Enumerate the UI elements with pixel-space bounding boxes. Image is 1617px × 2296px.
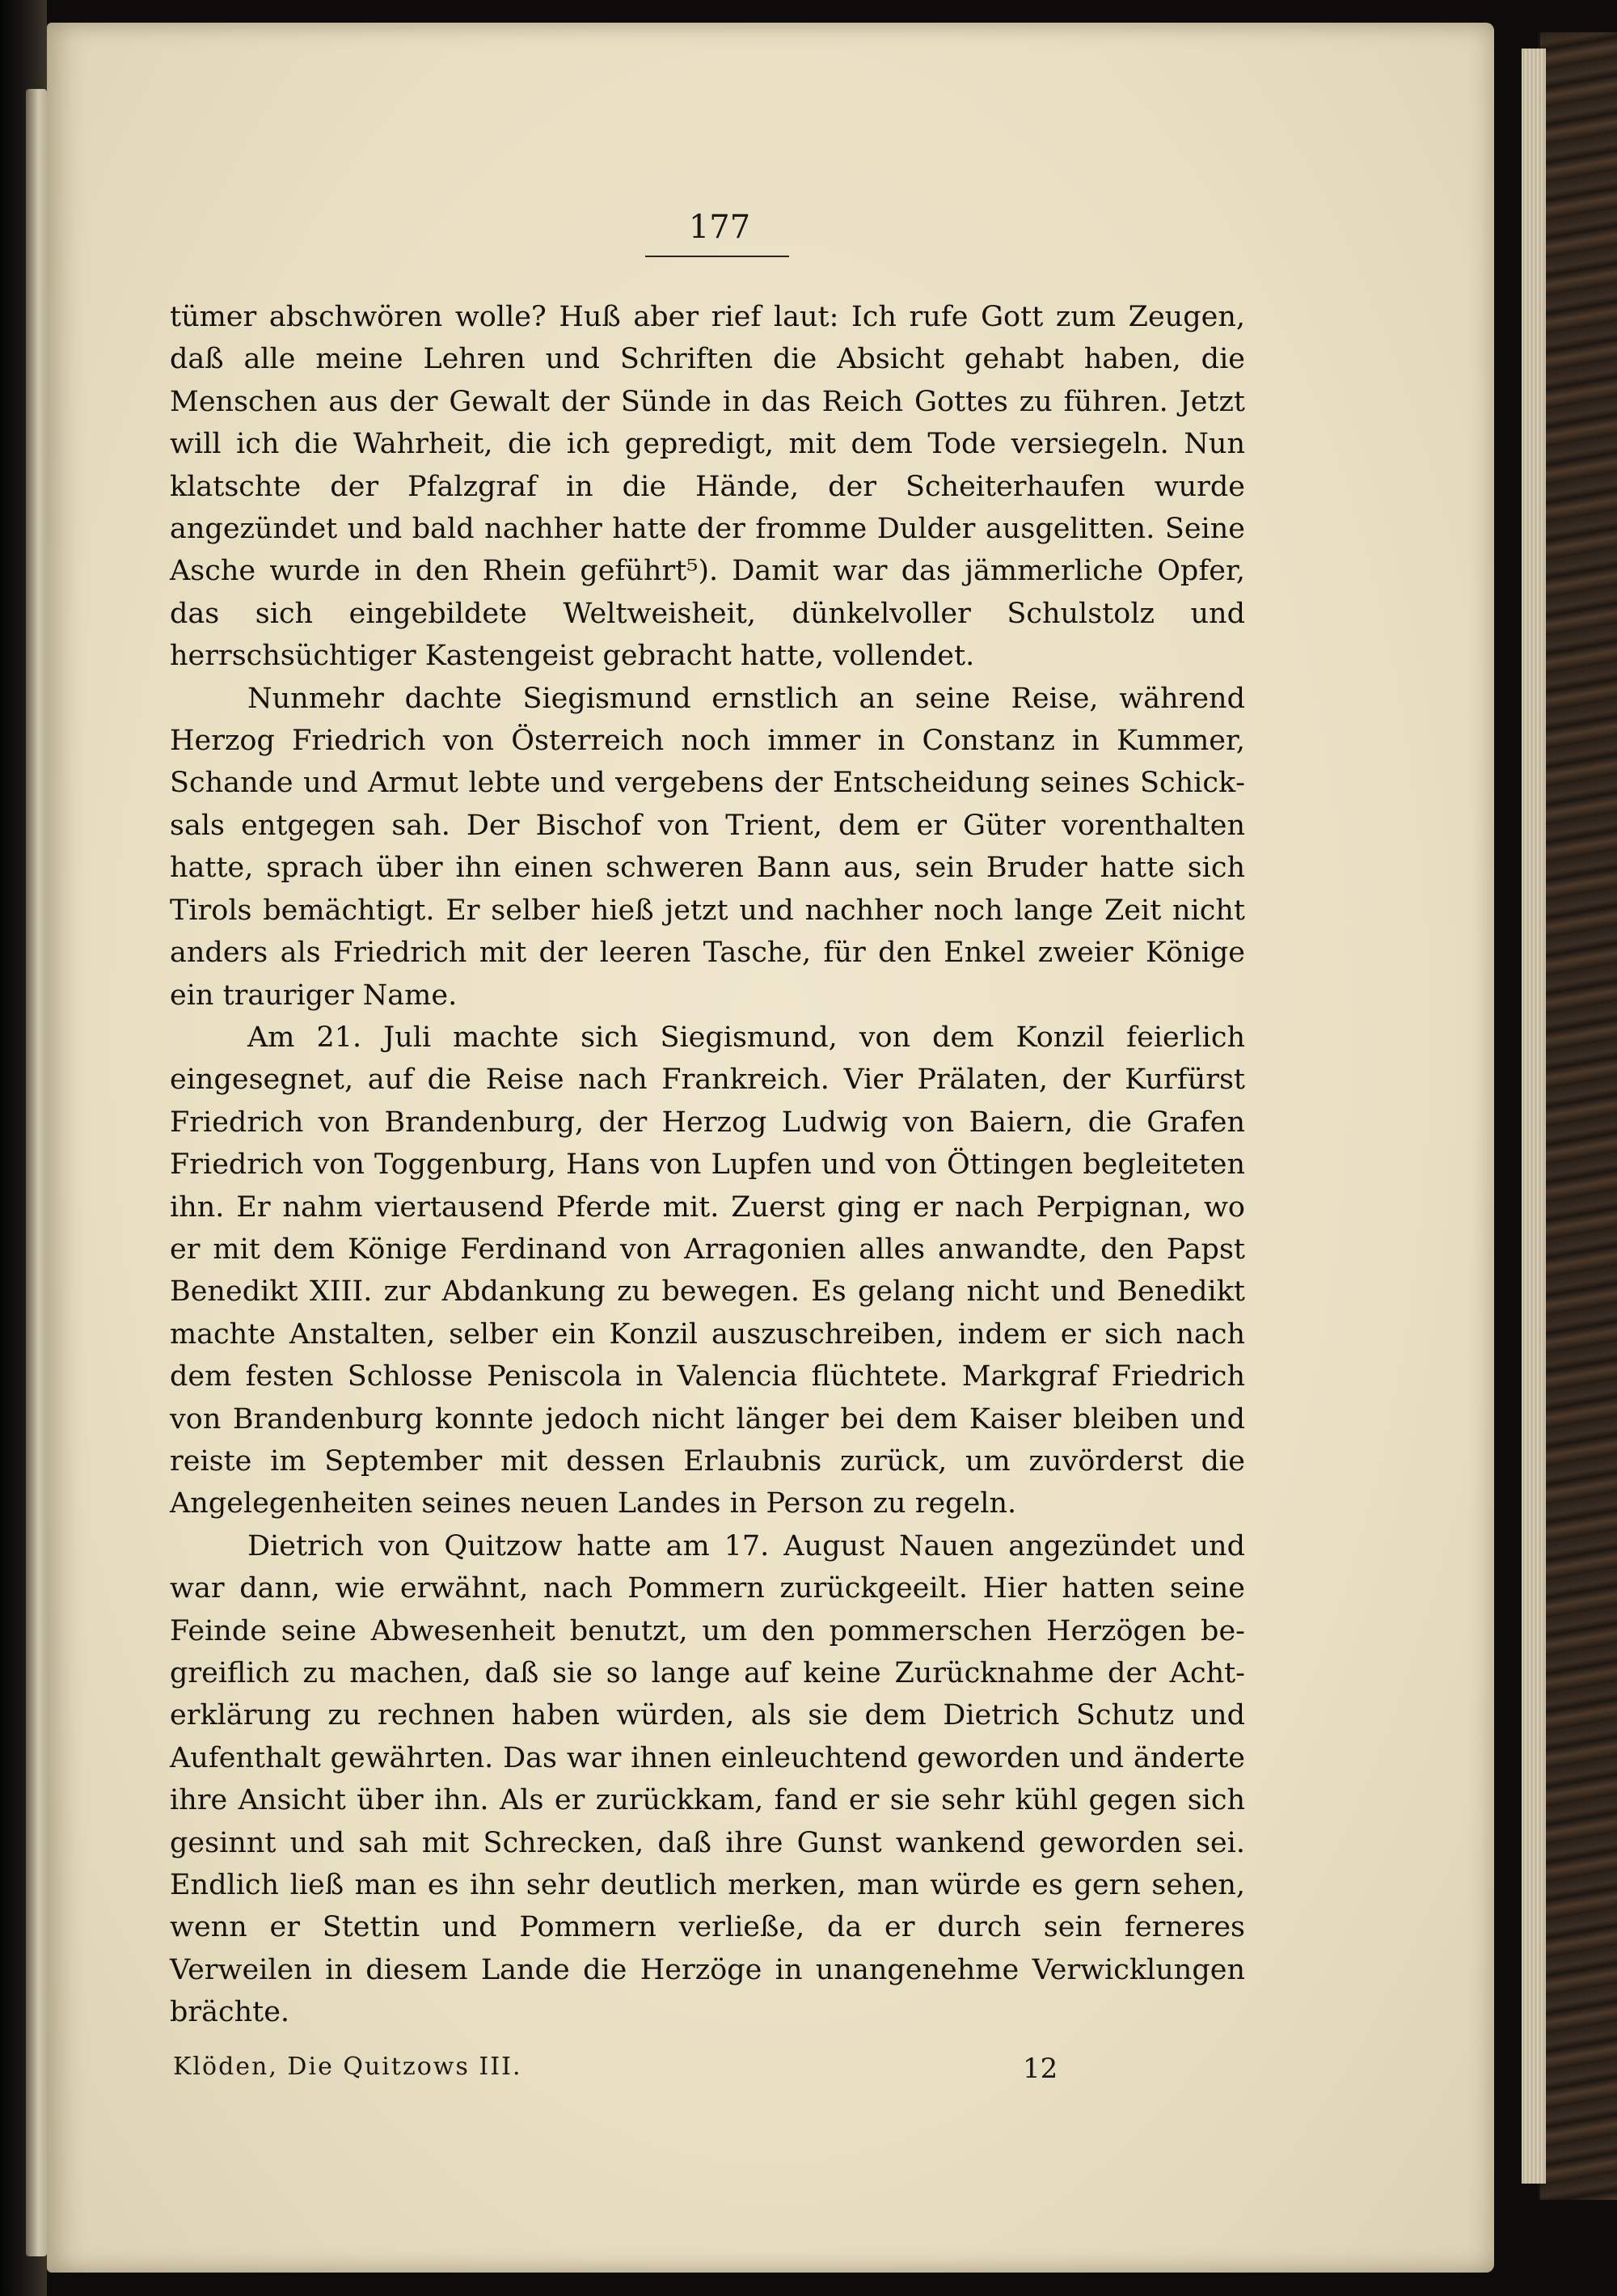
facing-page-edge — [26, 89, 47, 2256]
paragraph: Nunmehr dachte Siegismund ernstlich an seine Reise, während Herzog Friedrich von Österreich noch immer in Constanz in Kummer, Schande und Armut lebte und vergebens der Entscheidung seines Schicksals entgegen sah. Der Bischof von Trient, dem er Güter vorenthalten hatte, sprach über ihn einen schweren Bann aus, sein Bruder hatte sich Tirols bemächtigt. Er selber hieß jetzt und nachher noch lange Zeit nicht anders als Friedrich mit der leeren Tasche, für den Enkel zweier Könige ein trauriger Name. — [170, 682, 1245, 1012]
paragraph: Am 21. Juli machte sich Siegismund, von dem Konzil feierlich eingesegnet, auf die Reise nach Frankreich. Vier Prälaten, der Kurfürst Friedrich von Brandenburg, der Herzog Ludwig von Baiern, die Grafen Friedrich von Toggenburg, Hans von Lupfen und von Öttingen begleiteten ihn. Er nahm viertausend Pferde mit. Zuerst ging er nach Perpignan, wo er mit dem Könige Ferdinand von Arragonien alles anwandte, den Papst Benedikt XIII. zur Abdankung zu bewegen. Es gelang nicht und Benedikt machte Anstalten, selber ein Konzil auszuschreiben, indem er sich nach dem festen Schlosse Peniscola in Valencia flüchtete. Markgraf Friedrich von Brandenburg konnte jedoch nicht länger bei dem Kaiser bleiben und reiste im September mit dessen Erlaubnis zurück, um zuvörderst die Angelegenheiten seines neuen Landes in Person zu regeln. — [170, 1021, 1245, 1520]
header-rule — [645, 256, 789, 257]
footer-signature: Klöden, Die Quitzows III. — [173, 2053, 522, 2081]
page-stack-edge — [1522, 49, 1546, 2184]
page-footer — [170, 2053, 1245, 2093]
paragraph: tümer abschwören wolle? Huß aber rief laut: Ich rufe Gott zum Zeugen, daß alle meine Lehren und Schriften die Absicht gehabt haben, die Menschen aus der Gewalt der Sünde in das Reich Gottes zu führen. Jetzt will ich die Wahrheit, die ich gepredigt, mit dem Tode versiegeln. Nun klatschte der Pfalzgraf in die Hände, der Scheiterhaufen wurde angezündet und bald nachher hatte der fromme Dulder ausgelitten. Seine Asche wurde in den Rhein geführt⁵). Damit war das jämmerliche Opfer, das sich eingebildete Weltweisheit, dünkelvoller Schulstolz und herrschsüchtiger Kastengeist gebracht hatte, vollendet. — [170, 301, 1245, 673]
paragraph: Dietrich von Quitzow hatte am 17. August Nauen angezündet und war dann, wie erwähnt, nach Pommern zurückgeeilt. Hier hatten seine Feinde seine Abwesenheit benutzt, um den pommerschen Herzögen begreiflich zu machen, daß sie so lange auf keine Zurücknahme der Achterklärung zu rechnen haben würden, als sie dem Dietrich Schutz und Aufenthalt gewährten. Das war ihnen einleuchtend geworden und änderte ihre Ansicht über ihn. Als er zurückkam, fand er sie sehr kühl gegen sich gesinnt und sah mit Schrecken, daß ihre Gunst wankend geworden sei. Endlich ließ man es ihn sehr deutlich merken, man würde es gern sehen, wenn er Stettin und Pommern verließe, da er durch sein ferneres Verweilen in diesem Lande die Herzöge in unangenehme Verwicklungen brächte. — [170, 1529, 1245, 2029]
body-text — [170, 296, 1245, 2034]
page-number: 177 — [688, 209, 751, 246]
book-cover-right — [1538, 32, 1617, 2200]
sheet-number: 12 — [1023, 2053, 1058, 2085]
